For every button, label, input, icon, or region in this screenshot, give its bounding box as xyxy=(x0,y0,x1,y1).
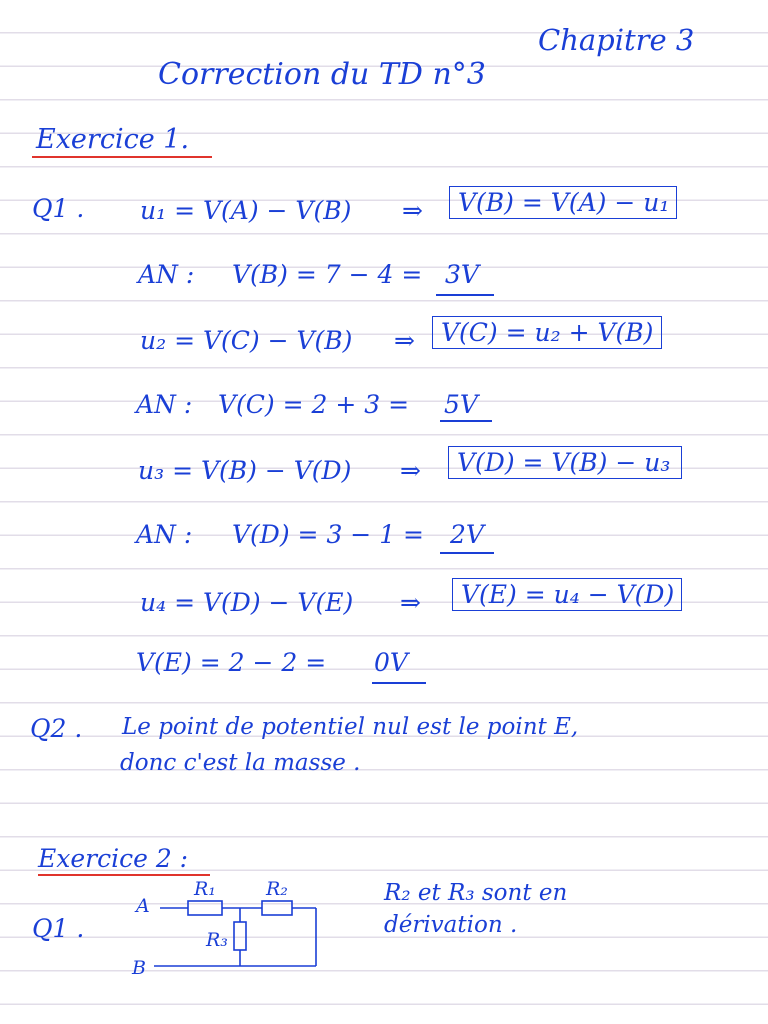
result-box-vb: V(B) = V(A) − u₁ xyxy=(449,186,677,219)
answer-ve: 0V xyxy=(374,648,408,677)
exercise-1-heading: Exercice 1. xyxy=(36,124,190,155)
an-label: AN : xyxy=(136,390,193,419)
implies-arrow: ⇒ xyxy=(400,456,421,485)
resistor-r1 xyxy=(188,901,222,915)
chapter-label: Chapitre 3 xyxy=(538,23,695,57)
an-label: AN : xyxy=(138,260,195,289)
implies-arrow: ⇒ xyxy=(402,196,423,225)
question-2-label: Q2 . xyxy=(30,714,83,743)
calc-vb: V(B) = 7 − 4 = xyxy=(232,260,423,289)
calc-vc: V(C) = 2 + 3 = xyxy=(218,390,410,419)
question-2-answer-line-2: donc c'est la masse . xyxy=(120,750,361,776)
exercise-2-heading: Exercice 2 : xyxy=(38,844,189,873)
question-2-answer-line-1: Le point de potentiel nul est le point E, xyxy=(122,714,579,740)
calc-ve: V(E) = 2 − 2 = xyxy=(136,648,327,677)
node-b-label: B xyxy=(132,957,146,979)
r1-label: R₁ xyxy=(194,878,216,900)
equation-u2: u₂ = V(C) − V(B) xyxy=(140,326,353,355)
calc-vd: V(D) = 3 − 1 = xyxy=(232,520,424,549)
exercise-2-note-line-1: R₂ et R₃ sont en xyxy=(384,880,568,906)
r2-label: R₂ xyxy=(266,878,288,900)
answer-vd: 2V xyxy=(450,520,484,549)
implies-arrow: ⇒ xyxy=(394,326,415,355)
equation-u3: u₃ = V(B) − V(D) xyxy=(138,456,352,485)
result-box-vd: V(D) = V(B) − u₃ xyxy=(448,446,682,479)
resistor-r2 xyxy=(262,901,292,915)
exercise-2-question-1-label: Q1 . xyxy=(32,914,85,943)
result-box-vc: V(C) = u₂ + V(B) xyxy=(432,316,662,349)
result-box-ve: V(E) = u₄ − V(D) xyxy=(452,578,682,611)
implies-arrow: ⇒ xyxy=(400,588,421,617)
answer-vc: 5V xyxy=(444,390,478,419)
answer-vb: 3V xyxy=(445,260,479,289)
exercise-2-note-line-2: dérivation . xyxy=(384,912,518,938)
an-label: AN : xyxy=(136,520,193,549)
page-title: Correction du TD n°3 xyxy=(158,57,486,92)
resistor-r3 xyxy=(234,922,246,950)
equation-u4: u₄ = V(D) − V(E) xyxy=(140,588,354,617)
question-1-label: Q1 . xyxy=(32,194,85,223)
r3-label: R₃ xyxy=(206,929,228,951)
equation-u1-text: u₁ = V(A) − V(B) xyxy=(140,196,352,225)
node-a-label: A xyxy=(136,895,150,917)
